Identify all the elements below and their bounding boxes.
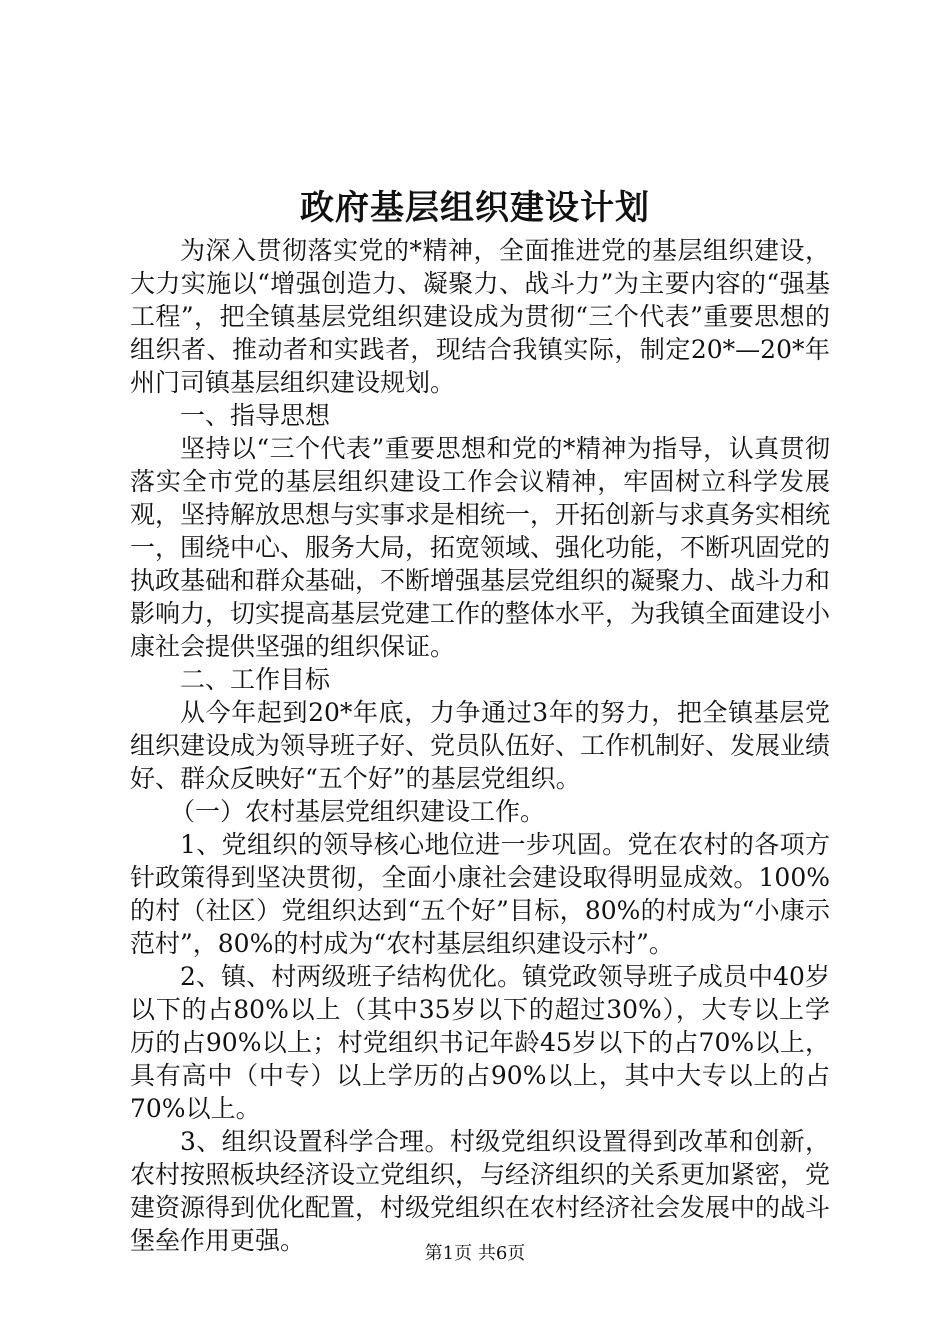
goal-item-2: 2、镇、村两级班子结构优化。镇党政领导班子成员中40岁以下的占80%以上（其中35岁以下的超过30%），大专以上学历的占90%以上；村党组织书记年龄45岁以下的占70%以上，具有高中（中专）以上学历的占90%以上，其中大专以上的占70%以上。	[130, 962, 830, 1123]
goal-item-3: 3、组织设置科学合理。村级党组织设置得到改革和创新，农村按照板块经济设立党组织，与经济组织的关系更加紧密，党建资源得到优化配置，村级党组织在农村经济社会发展中的战斗堡垒作用更强。	[130, 1127, 831, 1255]
section-heading-guiding-ideology: 一、指导思想	[180, 401, 331, 430]
intro-paragraph: 为深入贯彻落实党的*精神，全面推进党的基层组织建设，大力实施以“增强创造力、凝聚力、战斗力”为主要内容的“强基工程”，把全镇基层党组织建设成为贯彻“三个代表”重要思想的组织者、推动者和实践者，现结合我镇实际，制定20*—20*年州门司镇基层组织建设规划。	[130, 236, 830, 397]
subsection-heading-rural: （一）农村基层党组织建设工作。	[170, 797, 546, 826]
guiding-ideology-paragraph: 坚持以“三个代表”重要思想和党的*精神为指导，认真贯彻落实全市党的基层组织建设工作会议精神，牢固树立科学发展观，坚持解放思想与实事求是相统一，开拓创新与求真务实相统一，围绕中心、服务大局，拓宽领域、强化功能，不断巩固党的执政基础和群众基础，不断增强基层党组织的凝聚力、战斗力和影响力，切实提高基层党建工作的整体水平，为我镇全面建设小康社会提供坚强的组织保证。	[130, 434, 831, 661]
work-goals-paragraph: 从今年起到20*年底，力争通过3年的努力，把全镇基层党组织建设成为领导班子好、党员队伍好、工作机制好、发展业绩好、群众反映好“五个好”的基层党组织。	[130, 698, 831, 793]
section-heading-work-goals: 二、工作目标	[180, 665, 331, 694]
page-footer: 第1页 共6页	[424, 1243, 526, 1264]
document-body	[130, 234, 830, 1257]
goal-item-1: 1、党组织的领导核心地位进一步巩固。党在农村的各项方针政策得到坚决贯彻，全面小康社会建设取得明显成效。100%的村（社区）党组织达到“五个好”目标，80%的村成为“小康示范村”，80%的村成为“农村基层组织建设示村”。	[130, 830, 830, 958]
document-title: 政府基层组织建设计划	[300, 188, 650, 228]
